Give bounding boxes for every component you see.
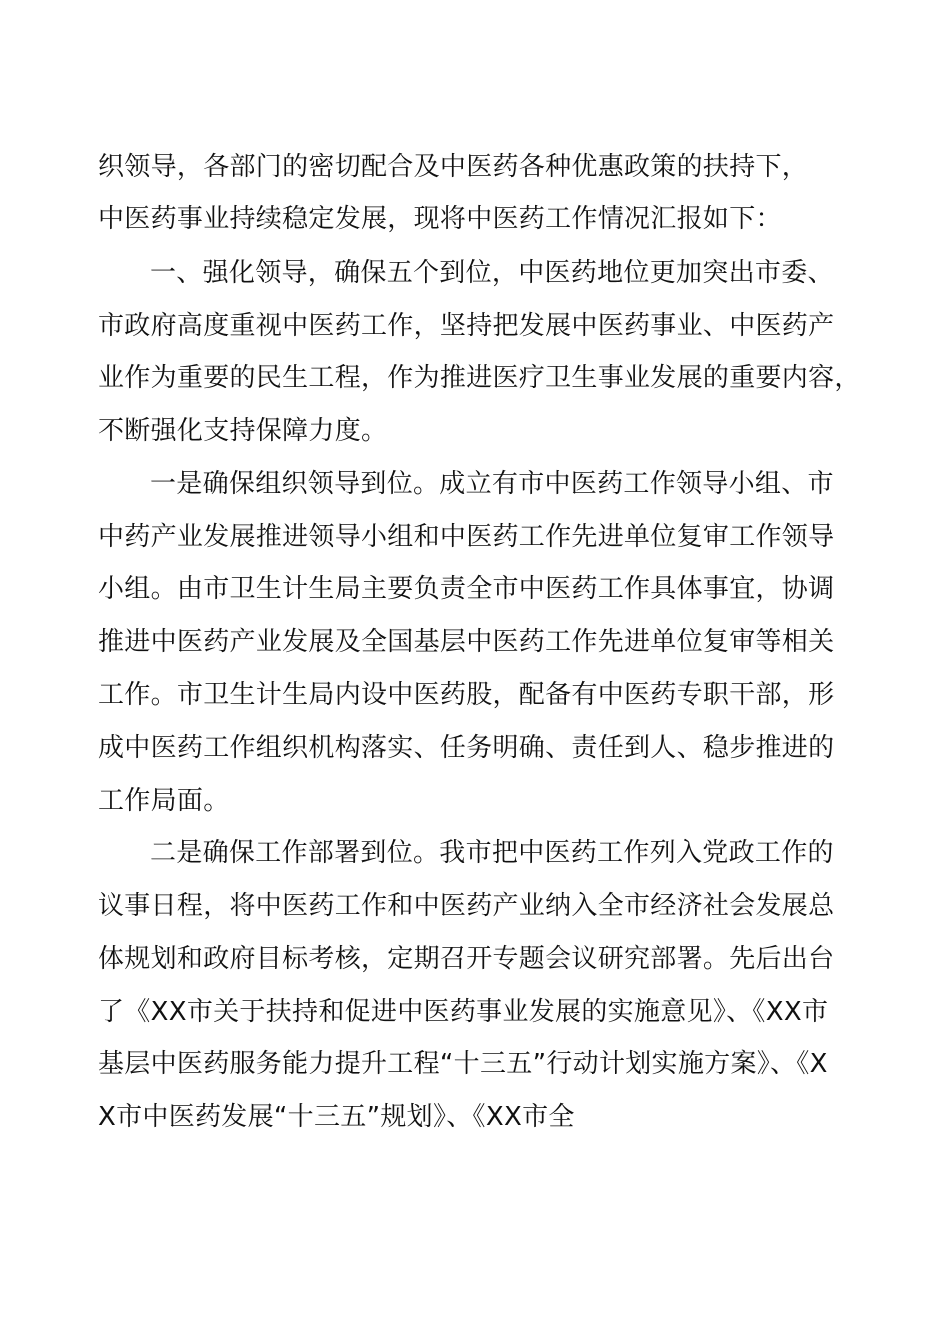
- text-line-1: 织领导，各部门的密切配合及中医药各种优惠政策的扶持下，: [98, 152, 809, 182]
- text-line-16: 体规划和政府目标考核，定期召开专题会议研究部署。先后出台: [98, 944, 835, 974]
- text-line-8: 中药产业发展推进领导小组和中医药工作先进单位复审工作领导: [98, 522, 835, 552]
- text-line-5: 业作为重要的民生工程，作为推进医疗卫生事业发展的重要内容，: [98, 363, 861, 393]
- paragraph-3-start: 二是确保工作部署到位。我市把中医药工作列入党政工作的: [150, 838, 834, 868]
- paragraph-2-start: 一是确保组织领导到位。成立有市中医药工作领导小组、市: [150, 469, 834, 499]
- text-line-2: 中医药事业持续稳定发展，现将中医药工作情况汇报如下：: [98, 204, 782, 234]
- text-line-19: X市中医药发展“十三五”规划》、《XX市全: [98, 1102, 575, 1132]
- text-line-11: 工作。市卫生计生局内设中医药股，配备有中医药专职干部，形: [98, 680, 835, 710]
- text-line-15: 议事日程，将中医药工作和中医药产业纳入全市经济社会发展总: [98, 891, 835, 921]
- text-line-17: 了《XX市关于扶持和促进中医药事业发展的实施意见》、《XX市: [98, 997, 829, 1027]
- text-line-12: 成中医药工作组织机构落实、任务明确、责任到人、稳步推进的: [98, 733, 835, 763]
- text-line-4: 市政府高度重视中医药工作，坚持把发展中医药事业、中医药产: [98, 311, 835, 341]
- text-line-13: 工作局面。: [98, 786, 230, 816]
- text-line-9: 小组。由市卫生计生局主要负责全市中医药工作具体事宜，协调: [98, 574, 835, 604]
- text-line-10: 推进中医药产业发展及全国基层中医药工作先进单位复审等相关: [98, 627, 835, 657]
- text-line-6: 不断强化支持保障力度。: [98, 416, 388, 446]
- text-line-18: 基层中医药服务能力提升工程“十三五”行动计划实施方案》、《X: [98, 1049, 828, 1079]
- paragraph-1-heading: 一、强化领导，确保五个到位，中医药地位更加突出市委、: [150, 258, 834, 288]
